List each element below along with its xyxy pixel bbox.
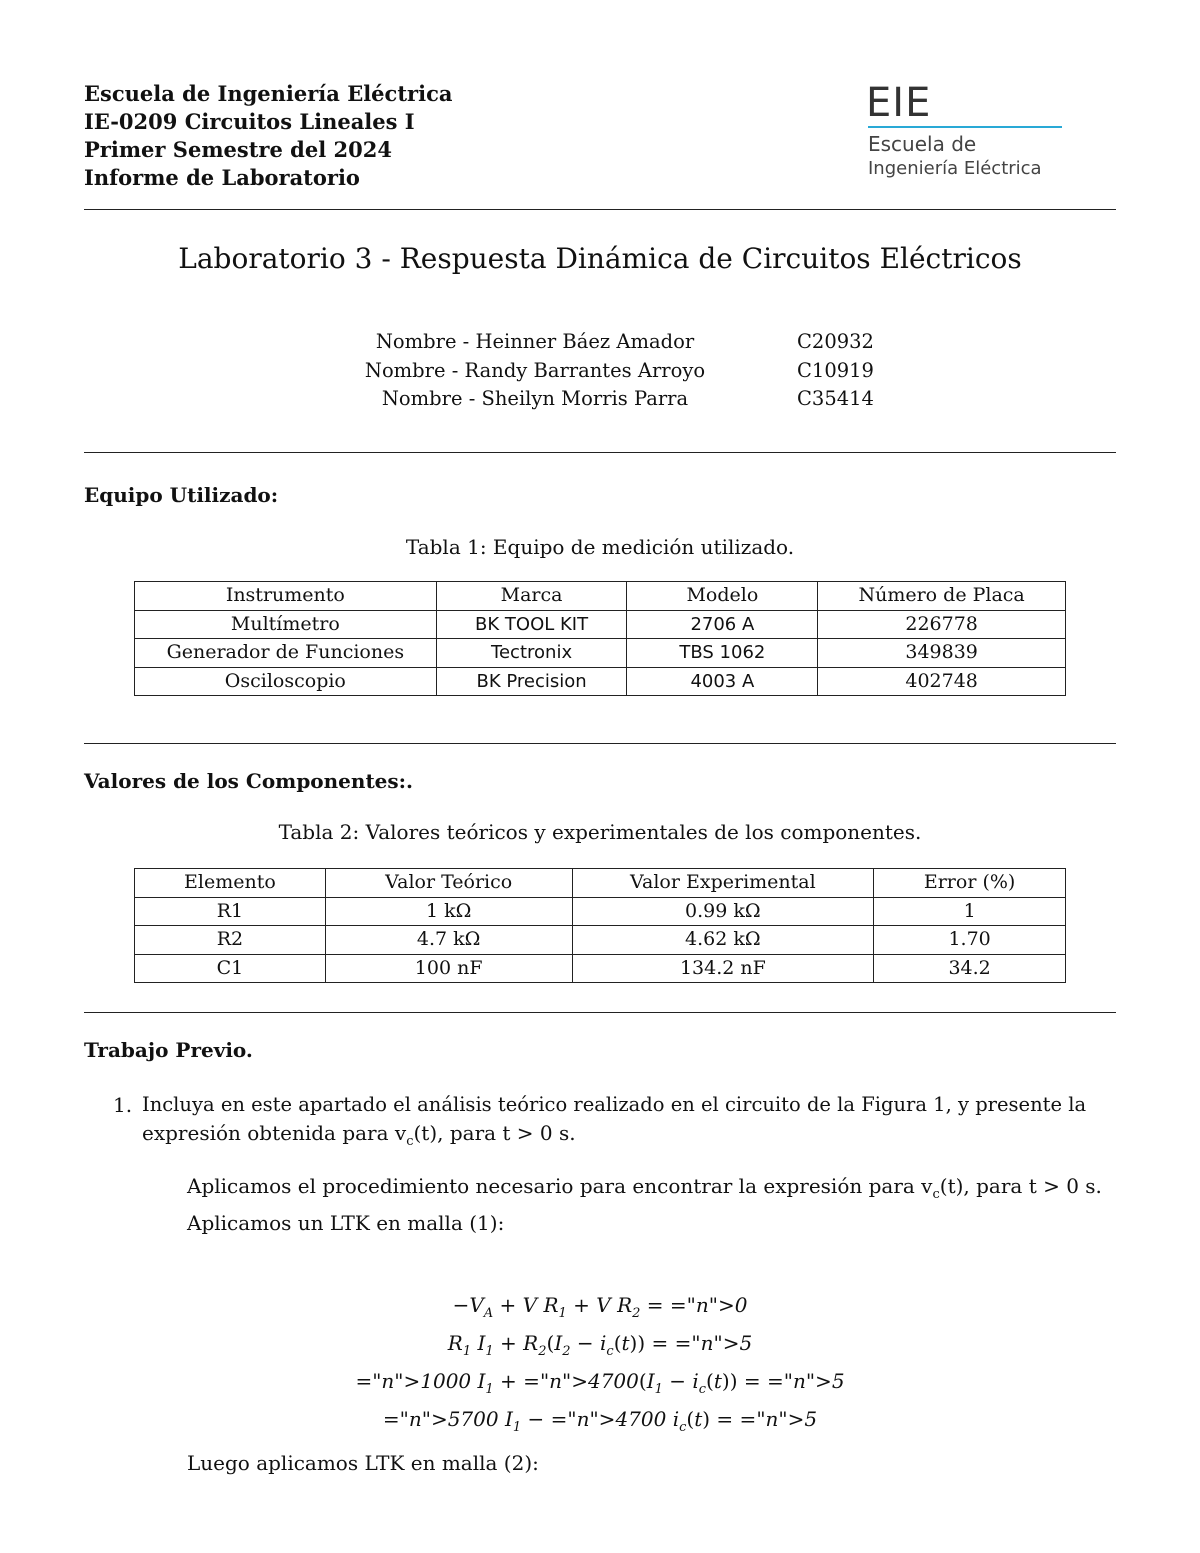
- table-header-row: [135, 582, 1066, 611]
- column-header: Elemento: [135, 869, 326, 898]
- authors-rule: [84, 452, 1116, 453]
- table-cell: BK TOOL KIT: [436, 610, 627, 639]
- table-cell: 1: [874, 897, 1066, 926]
- table-cell: 402748: [818, 667, 1066, 696]
- author-id: C35414: [797, 387, 874, 410]
- line-2-subscript: c: [406, 1134, 414, 1149]
- equipment-heading: Equipo Utilizado:: [84, 483, 279, 507]
- document-type: Informe de Laboratorio: [84, 165, 360, 190]
- table-cell: 1.70: [874, 926, 1066, 955]
- table-2-caption: Tabla 2: Valores teóricos y experimentales de los componentes.: [278, 820, 922, 844]
- table-cell: 134.2 nF: [572, 954, 874, 983]
- paragraph-2: Aplicamos un LTK en malla (1):: [187, 1211, 505, 1235]
- paragraph-1: [187, 1174, 1102, 1202]
- table-cell: 34.2: [874, 954, 1066, 983]
- equation-1: $-V_A + V$ $R_1 + V$ $R_2$ = ="n">0: [452, 1293, 748, 1321]
- paragraph-1-text: Aplicamos el procedimiento necesario para encontrar la expresión para v: [187, 1174, 933, 1198]
- table-cell: Multímetro: [135, 610, 437, 639]
- report-title: Laboratorio 3 - Respuesta Dinámica de Circuitos Eléctricos: [178, 242, 1022, 275]
- list-item-line-1: Incluya en este apartado el análisis teórico realizado en el circuito de la Figura 1, y presente la: [142, 1093, 1087, 1116]
- table-cell: TBS 1062: [627, 639, 818, 668]
- equipment-rule: [84, 743, 1116, 744]
- course-name: IE-0209 Circuitos Lineales I: [84, 109, 415, 134]
- table-cell: BK Precision: [436, 667, 627, 696]
- eie-logo: [866, 80, 1066, 190]
- line-2-end: (t), para t > 0 s.: [413, 1121, 576, 1145]
- author-id: C10919: [797, 358, 874, 382]
- paragraph-3: Luego aplicamos LTK en malla (2):: [187, 1451, 539, 1475]
- column-header: Valor Teórico: [325, 869, 572, 898]
- list-item-line-2: [142, 1121, 576, 1149]
- table-cell: Tectronix: [436, 639, 627, 668]
- table-row: [135, 926, 1066, 955]
- previous-work-heading: Trabajo Previo.: [84, 1038, 253, 1062]
- components-heading: Valores de los Componentes:.: [84, 769, 414, 793]
- components-rule: [84, 1012, 1116, 1013]
- table-cell: 4003 A: [627, 667, 818, 696]
- header-rule: [84, 209, 1116, 210]
- table-cell: R2: [135, 926, 326, 955]
- list-item-number: 1.: [113, 1093, 133, 1117]
- table-cell: 2706 A: [627, 610, 818, 639]
- equipment-table: [134, 581, 1066, 696]
- table-row: [135, 639, 1066, 668]
- components-table: [134, 868, 1066, 983]
- equation-4: ="n">5700 $I_1$ − ="n">4700 $i_c(t)$ = ="n">5: [382, 1407, 818, 1435]
- semester: Primer Semestre del 2024: [84, 137, 392, 162]
- table-row: [135, 897, 1066, 926]
- paragraph-1-end: (t), para t > 0 s.: [939, 1174, 1102, 1198]
- table-row: [135, 610, 1066, 639]
- column-header: Modelo: [627, 582, 818, 611]
- author-ids: [797, 328, 874, 414]
- table-cell: Generador de Funciones: [135, 639, 437, 668]
- table-row: [135, 954, 1066, 983]
- author-name: Nombre - Randy Barrantes Arroyo: [364, 358, 706, 382]
- table-cell: 226778: [818, 610, 1066, 639]
- author-name: Nombre - Sheilyn Morris Parra: [381, 387, 689, 410]
- author-names: [330, 328, 740, 414]
- school-name: Escuela de Ingeniería Eléctrica: [84, 81, 453, 106]
- author-name: Nombre - Heinner Báez Amador: [375, 330, 695, 353]
- logo-line-2: Ingeniería Eléctrica: [868, 158, 1042, 179]
- table-cell: 0.99 kΩ: [572, 897, 874, 926]
- line-2-text: expresión obtenida para v: [142, 1121, 407, 1145]
- table-cell: 1 kΩ: [325, 897, 572, 926]
- table-row: [135, 667, 1066, 696]
- table-header-row: [135, 869, 1066, 898]
- table-cell: 4.62 kΩ: [572, 926, 874, 955]
- equation-2: $R_1$ $I_1 + R_2(I_2 - i_c(t))$ = ="n">5: [447, 1331, 753, 1359]
- logo-accent-line: [868, 126, 1062, 128]
- table-1-caption: Tabla 1: Equipo de medición utilizado.: [405, 535, 795, 559]
- column-header: Error (%): [874, 869, 1066, 898]
- table-cell: 4.7 kΩ: [325, 926, 572, 955]
- equation-3: ="n">1000 $I_1$ + $="n">4700(I_1 - i_c(t))$ = ="n">5: [355, 1369, 845, 1397]
- paragraph-1-subscript: c: [932, 1187, 940, 1202]
- column-header: Número de Placa: [818, 582, 1066, 611]
- column-header: Valor Experimental: [572, 869, 874, 898]
- logo-line-1: Escuela de: [868, 132, 977, 156]
- table-cell: Osciloscopio: [135, 667, 437, 696]
- table-cell: R1: [135, 897, 326, 926]
- table-cell: 100 nF: [325, 954, 572, 983]
- author-id: C20932: [797, 330, 874, 353]
- column-header: Instrumento: [135, 582, 437, 611]
- table-cell: C1: [135, 954, 326, 983]
- logo-acronym: EIE: [866, 80, 932, 126]
- column-header: Marca: [436, 582, 627, 611]
- table-cell: 349839: [818, 639, 1066, 668]
